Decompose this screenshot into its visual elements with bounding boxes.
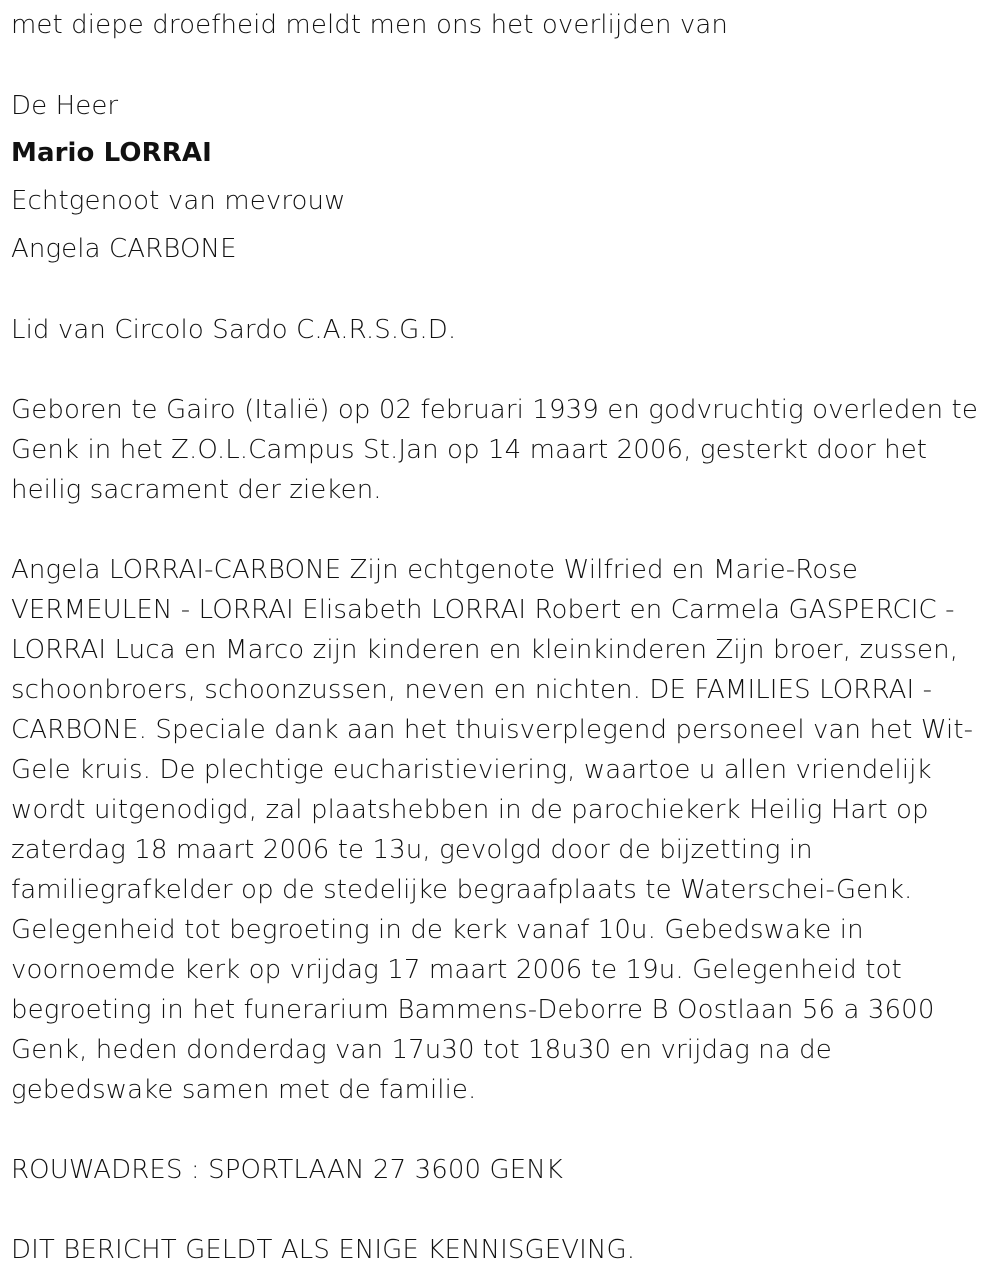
title-prefix: De Heer: [11, 91, 119, 121]
mourning-address: ROUWADRES : SPORTLAAN 27 3600 GENK: [11, 1155, 563, 1185]
spouse-label: Echtgenoot van mevrouw: [11, 186, 346, 216]
family-paragraph: Angela LORRAI-CARBONE Zijn echtgenote Wilfried en Marie-Rose VERMEULEN - LORRAI Elisabeth LORRAI Robert en Carmela GASPERCIC - LORRAI Luca en Marco zijn kinderen en kleinkinderen Zijn broer, zussen, schoonbroers, schoonzussen, neven en nichten. DE FAMILIES LORRAI - CARBONE. Speciale dank aan het thuisverplegend personeel van het Wit-Gele kruis. De plechtige eucharistieviering, waartoe u allen vriendelijk wordt uitgenodigd, zal plaatshebben in de parochiekerk Heilig Hart op zaterdag 18 maart 2006 te 13u, gevolgd door de bijzetting in familiegrafkelder op de stedelijke begraafplaats te Waterschei-Genk. Gelegenheid tot begroeting in de kerk vanaf 10u. Gebedswake in voornoemde kerk op vrijdag 17 maart 2006 te 19u. Gelegenheid tot begroeting in het funerarium Bammens-Deborre B Oostlaan 56 a 3600 Genk, heden donderdag van 17u30 tot 18u30 en vrijdag na de gebedswake samen met de familie.: [11, 555, 974, 1105]
spouse-name: Angela CARBONE: [11, 234, 237, 264]
membership-text: Lid van Circolo Sardo C.A.R.S.G.D.: [11, 315, 457, 345]
birth-death-paragraph: Geboren te Gairo (Italië) op 02 februari 1939 en godvruchtig overleden te Genk in het Z.O.L.Campus St.Jan op 14 maart 2006, gesterkt door het heilig sacrament der zieken.: [11, 395, 978, 505]
intro-text: met diepe droefheid meldt men ons het overlijden van: [11, 10, 729, 40]
deceased-name: Mario LORRAI: [11, 138, 212, 168]
notice-text: DIT BERICHT GELDT ALS ENIGE KENNISGEVING.: [11, 1235, 636, 1265]
